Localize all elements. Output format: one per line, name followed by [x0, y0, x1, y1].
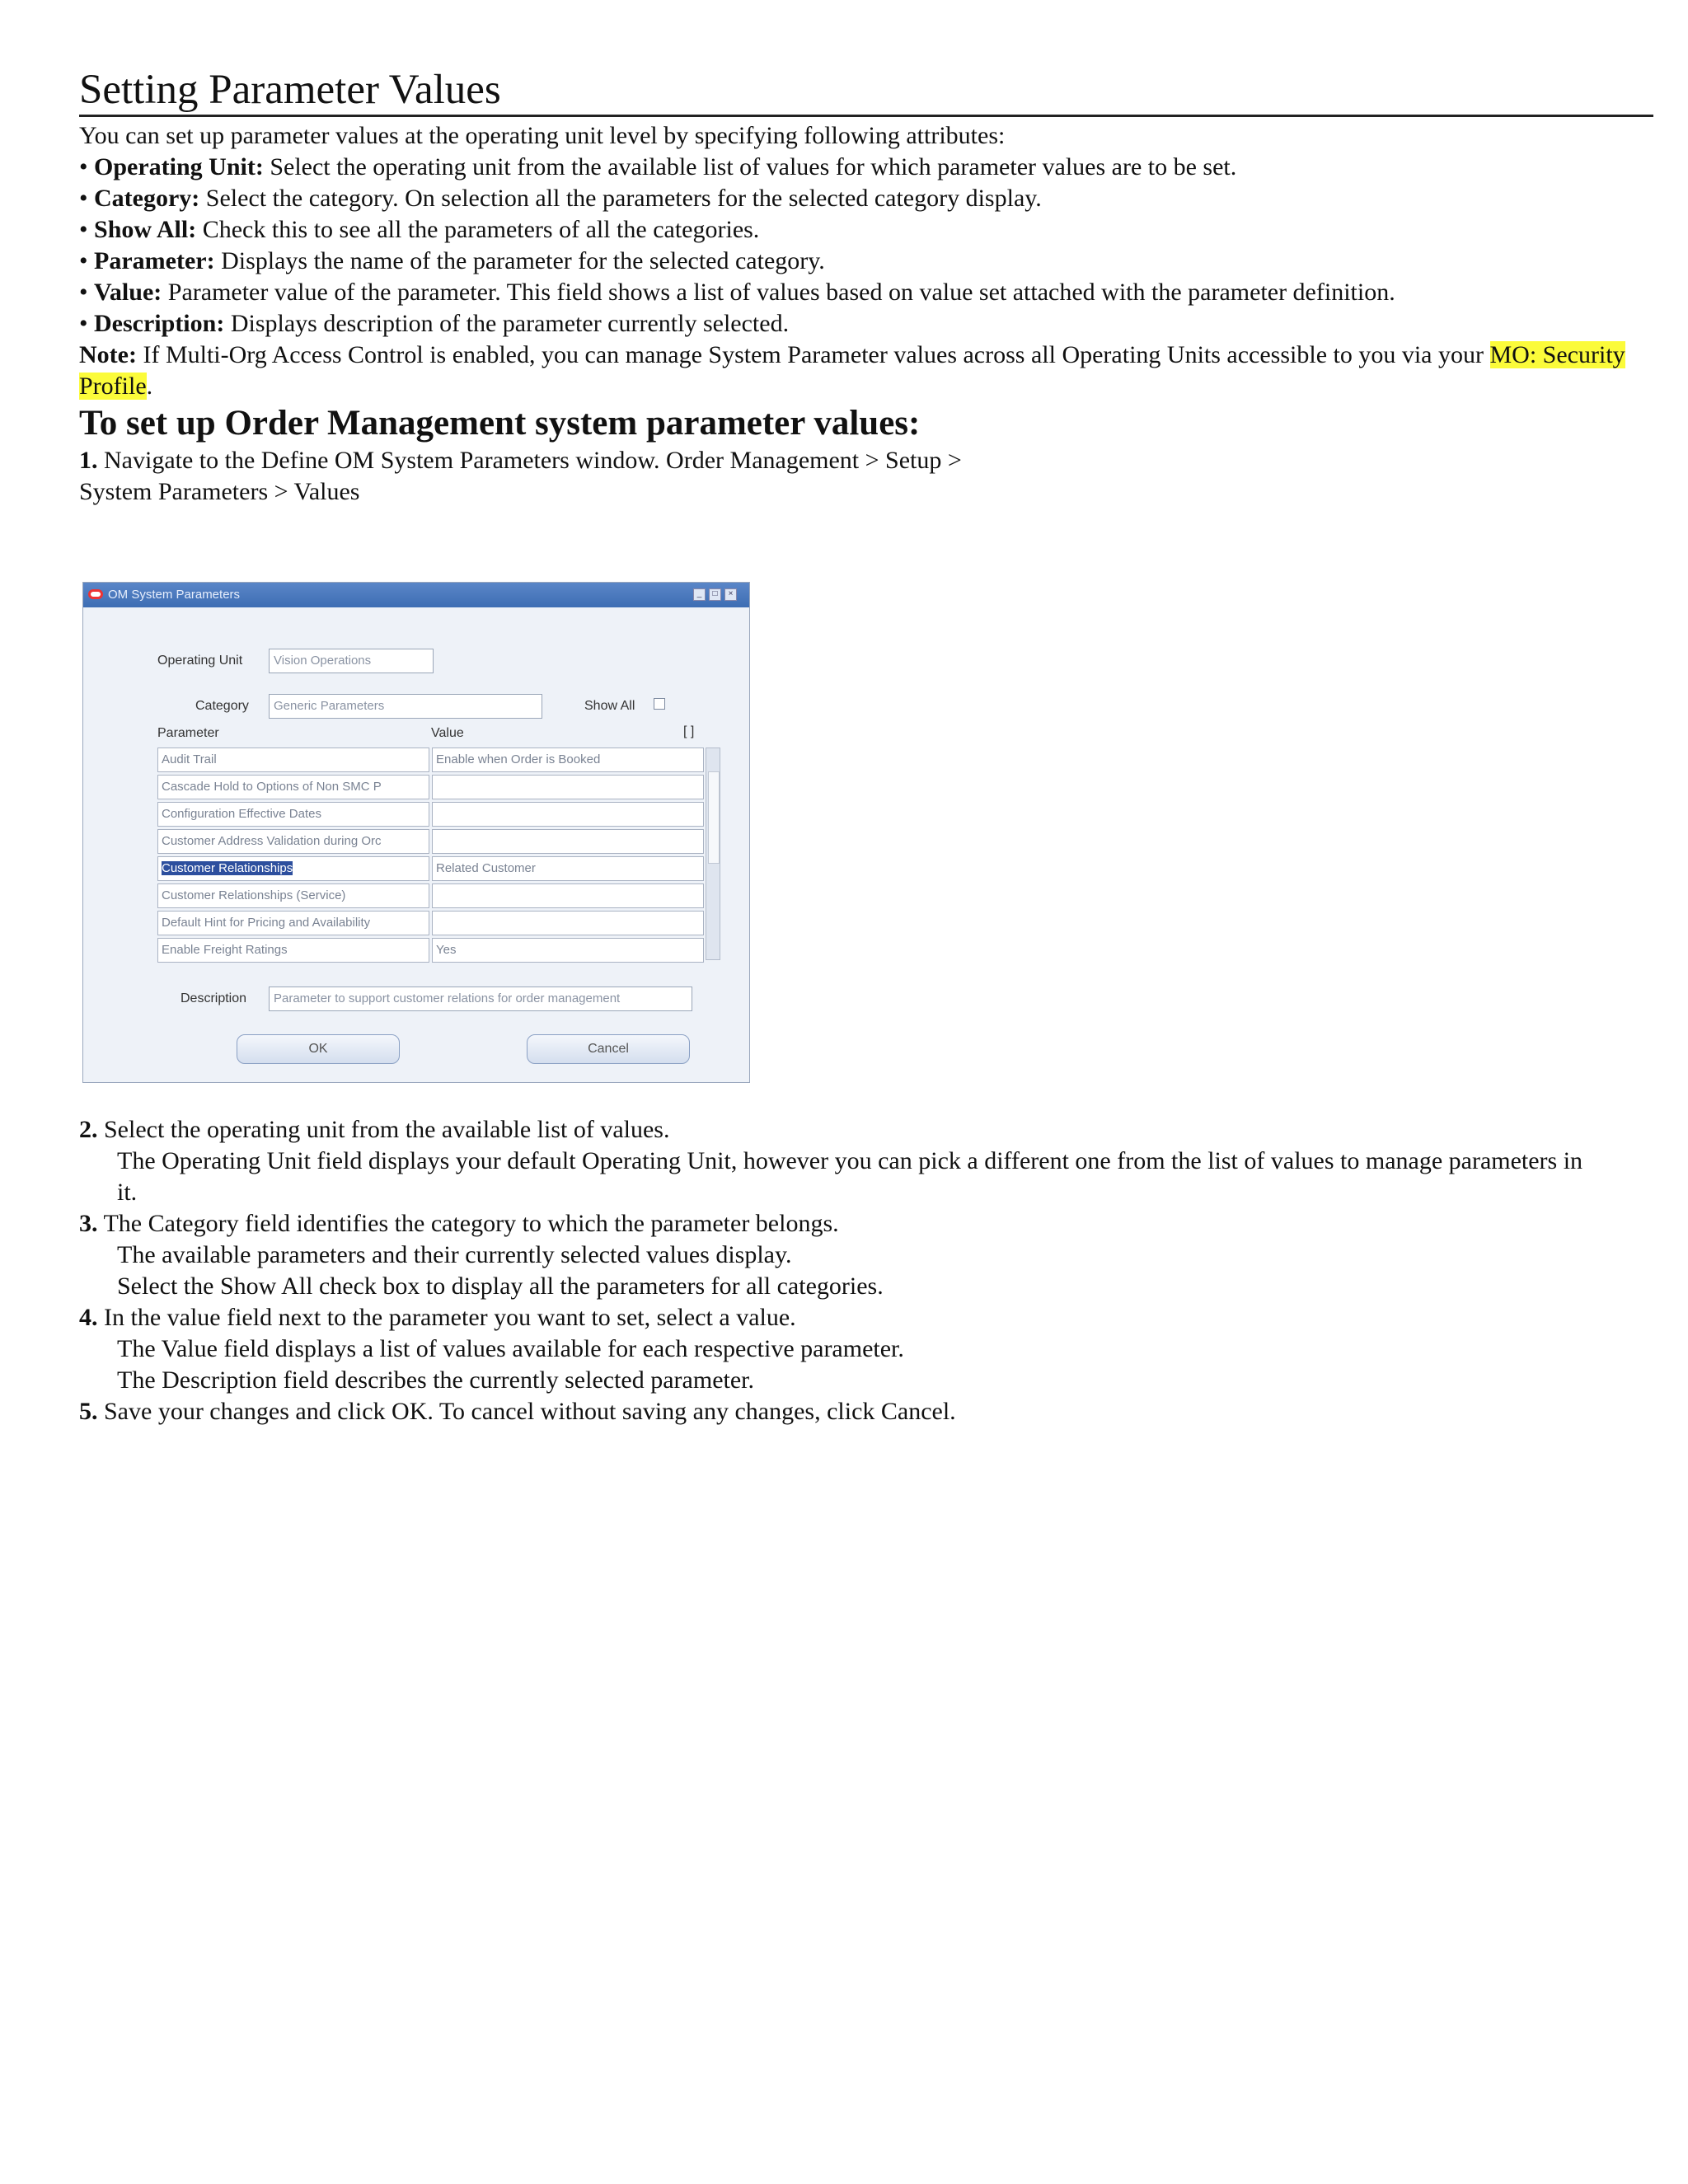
value-cell[interactable]: Yes [432, 938, 704, 963]
category-label: Category [195, 699, 249, 713]
value-cell[interactable] [432, 883, 704, 908]
list-item: • Show All: Check this to see all the parameters of all the categories. [79, 215, 760, 243]
procedure-heading: To set up Order Management system parameter values: [79, 403, 921, 443]
intro-paragraph: You can set up parameter values at the operating unit level by specifying following attributes: [79, 121, 1006, 149]
table-row[interactable] [157, 829, 718, 855]
step-3 [79, 1208, 1653, 1240]
parameter-cell [157, 938, 429, 963]
minimize-icon[interactable]: _ [693, 588, 706, 601]
step-4-detail: The Value field displays a list of values available for each respective parameter. [117, 1335, 904, 1362]
ok-button[interactable]: OK [237, 1034, 400, 1064]
bullet-text: Select the category. On selection all the parameters for the selected category display. [199, 184, 1042, 212]
table-row[interactable] [157, 911, 718, 936]
step-number: 3. [79, 1210, 98, 1237]
bullet-term: Category: [94, 184, 200, 212]
bullet-text: Displays description of the parameter currently selected. [224, 309, 790, 337]
parameter-cell [157, 911, 429, 935]
step-number: 5. [79, 1398, 98, 1425]
value-cell[interactable]: Related Customer [432, 856, 704, 881]
maximize-icon[interactable]: □ [709, 588, 721, 601]
step-1 [79, 445, 1019, 508]
step-3-detail: Select the Show All check box to display all the parameters for all categories. [117, 1272, 884, 1300]
parameter-name: Customer Address Validation during Orc [162, 834, 382, 848]
operating-unit-field[interactable]: Vision Operations [269, 649, 434, 673]
table-scrollbar[interactable] [706, 748, 720, 960]
list-item: • Category: Select the category. On selection all the parameters for the selected category display. [79, 184, 1042, 212]
close-icon[interactable]: × [724, 588, 737, 601]
step-text: The Category field identifies the category to which the parameter belongs. [97, 1210, 839, 1237]
parameter-name: Audit Trail [162, 752, 217, 766]
step-5 [79, 1396, 1653, 1427]
om-system-parameters-window [82, 582, 750, 1083]
step-number: 4. [79, 1304, 98, 1331]
value-cell[interactable] [432, 829, 704, 854]
scrollbar-thumb[interactable] [708, 771, 720, 864]
parameter-name: Cascade Hold to Options of Non SMC P [162, 780, 382, 794]
bullet-text: Check this to see all the parameters of all the categories. [196, 215, 760, 243]
parameter-cell [157, 829, 429, 854]
parameter-name: Default Hint for Pricing and Availability [162, 916, 371, 930]
note-paragraph [79, 340, 1653, 402]
page-title: Setting Parameter Values [79, 66, 1653, 117]
bullet-term: Description: [94, 309, 225, 337]
value-cell[interactable] [432, 775, 704, 799]
table-row[interactable] [157, 883, 718, 909]
parameter-cell [157, 775, 429, 799]
parameter-name: Enable Freight Ratings [162, 943, 288, 957]
step-text: Select the operating unit from the available list of values. [97, 1116, 670, 1143]
highlighted-profile-name: MO: Security Profile [79, 340, 1625, 400]
value-cell[interactable] [432, 802, 704, 827]
step-3-detail: The available parameters and their currently selected values display. [117, 1241, 792, 1268]
parameter-cell [157, 856, 429, 881]
value-cell[interactable] [432, 911, 704, 935]
remaining-steps [79, 1114, 1653, 1427]
bullet-term: Show All: [94, 215, 197, 243]
description-label: Description [181, 991, 247, 1005]
window-titlebar [83, 583, 749, 607]
attribute-list [79, 152, 1653, 340]
bullet-term: Parameter: [94, 246, 215, 274]
category-field[interactable]: Generic Parameters [269, 694, 542, 719]
note-label: Note: [79, 340, 137, 368]
parameter-cell [157, 748, 429, 772]
cancel-button[interactable]: Cancel [527, 1034, 690, 1064]
table-row[interactable] [157, 938, 718, 963]
list-item: • Operating Unit: Select the operating unit from the available list of values for which parameter values are to be set. [79, 152, 1237, 180]
step-4 [79, 1302, 1653, 1333]
value-cell[interactable]: Enable when Order is Booked [432, 748, 704, 772]
parameter-name: Configuration Effective Dates [162, 807, 321, 821]
step-text: Save your changes and click OK. To cancel without saving any changes, click Cancel. [97, 1398, 956, 1425]
step-text: Navigate to the Define OM System Parameters window. Order Management > Setup > System Parameters > Values [79, 446, 962, 505]
step-2-detail: The Operating Unit field displays your default Operating Unit, however you can pick a different one from the list of values to manage parameters in it. [117, 1147, 1583, 1206]
note-tail: . [146, 372, 153, 400]
table-row[interactable] [157, 748, 718, 773]
window-title: OM System Parameters [108, 588, 241, 602]
bullet-term: Value: [94, 278, 162, 306]
parameter-name: Customer Relationships (Service) [162, 888, 346, 902]
value-column-header: Value [431, 726, 464, 740]
bullet-text: Displays the name of the parameter for the selected category. [214, 246, 825, 274]
table-row[interactable] [157, 802, 718, 827]
list-item: • Description: Displays description of the parameter currently selected. [79, 309, 790, 337]
parameter-name: Customer Relationships [162, 861, 293, 875]
list-item: • Value: Parameter value of the parameter. This field shows a list of values based on value set attached with the parameter definition. [79, 278, 1395, 306]
step-2 [79, 1114, 1653, 1146]
oracle-logo-icon [88, 589, 103, 599]
table-row[interactable] [157, 775, 718, 800]
operating-unit-label: Operating Unit [157, 654, 243, 668]
description-field: Parameter to support customer relations for order management [269, 987, 692, 1011]
show-all-checkbox[interactable] [654, 698, 665, 710]
step-4-detail: The Description field describes the currently selected parameter. [117, 1366, 754, 1394]
list-item: • Parameter: Displays the name of the parameter for the selected category. [79, 246, 825, 274]
bullet-text: Parameter value of the parameter. This field shows a list of values based on value set attached with the parameter definition. [162, 278, 1395, 306]
step-number: 2. [79, 1116, 98, 1143]
parameter-cell [157, 802, 429, 827]
parameter-column-header: Parameter [157, 726, 219, 740]
document-page [79, 66, 1653, 508]
note-text: If Multi-Org Access Control is enabled, you can manage System Parameter values across all Operating Units accessible to you via your [136, 340, 1490, 368]
extra-column-header: [ ] [683, 724, 695, 738]
step-number: 1. [79, 446, 98, 474]
show-all-label: Show All [584, 699, 635, 713]
bullet-term: Operating Unit: [94, 152, 264, 180]
table-row-selected[interactable] [157, 856, 718, 882]
bullet-text: Select the operating unit from the available list of values for which parameter values are to be set. [263, 152, 1237, 180]
step-text: In the value field next to the parameter you want to set, select a value. [97, 1304, 796, 1331]
parameter-cell [157, 883, 429, 908]
